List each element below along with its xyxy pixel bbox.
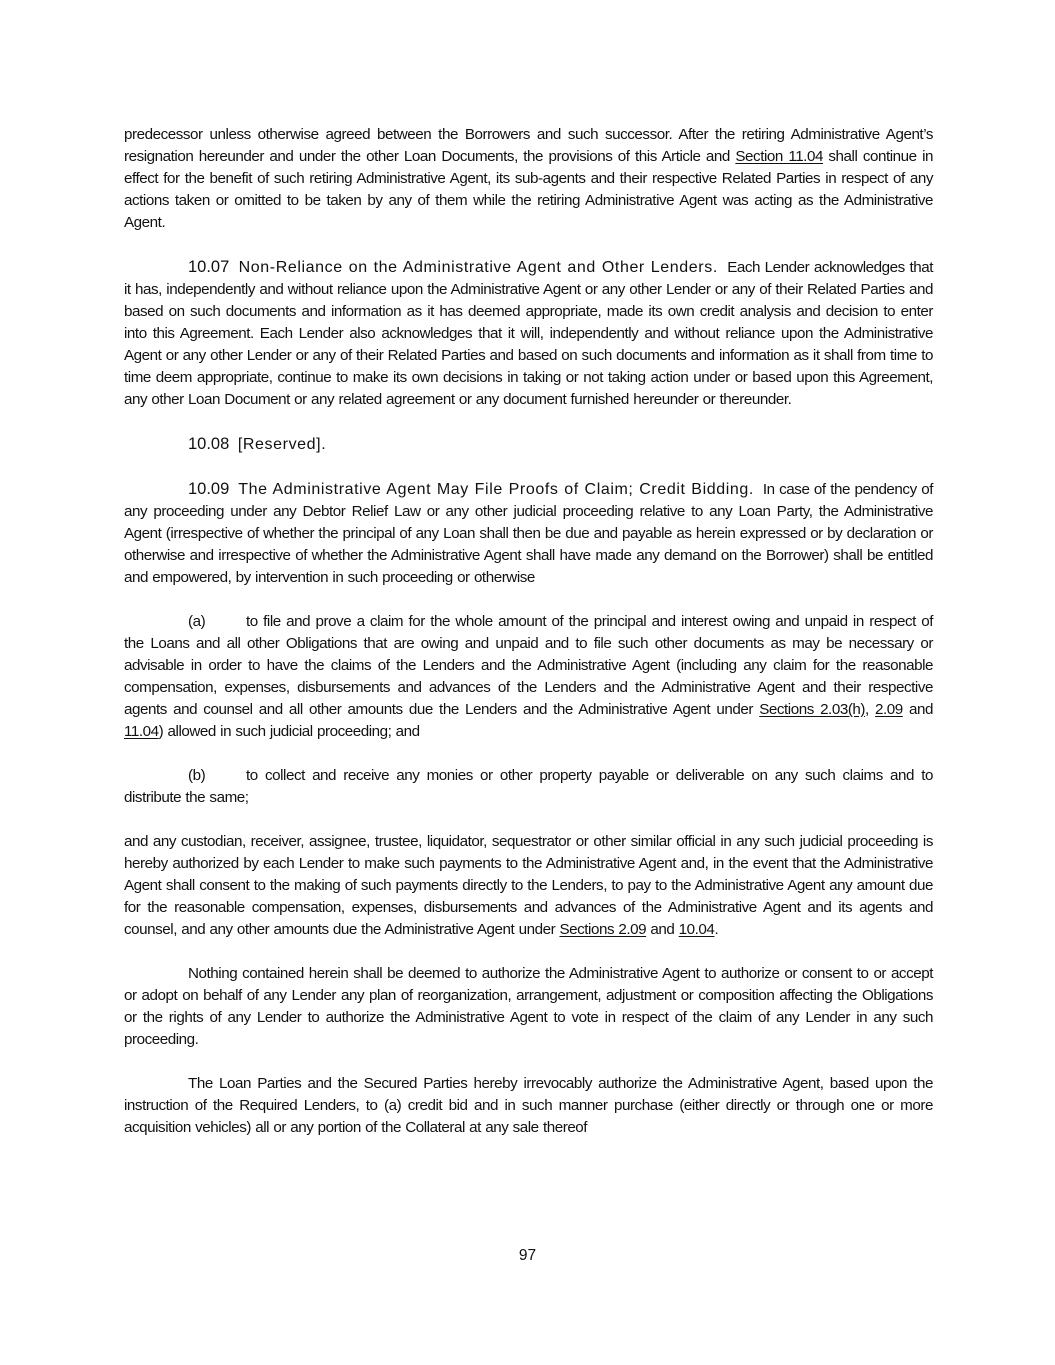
section-number: 10.08 xyxy=(188,435,230,453)
section-number: 10.07 xyxy=(188,258,230,276)
clause-text: to file and prove a claim for the whole amount of the principal and interest owing and unpaid in respect of the Loans and all other Obligations that are owing and unpaid and to file such other documents as may be necessary or advisable in order to have the claims of the Lenders and the Administrative Agent (including any claim for the reasonable compensation, expenses, disbursements and advances of the Lenders and the Administrative Agent and their respective agents and counsel and all other amounts due the Lenders and the Administrative Agent under xyxy=(124,613,933,718)
clause-label: (b) xyxy=(188,767,206,784)
paragraph-text: shall continue in effect for the benefit of such retiring Administrative Agent, its sub-agents and their respective Related Parties in respect of any actions taken or omitted to be taken by any of them while the retiring Administrative Agent was acting as the Administrative Agent. xyxy=(124,148,933,231)
page-number: 97 xyxy=(518,1247,537,1264)
section-heading: [Reserved]. xyxy=(237,436,327,453)
paragraph-custodian xyxy=(124,831,933,941)
paragraph-predecessor xyxy=(124,124,933,234)
paragraph-text: predecessor unless otherwise agreed between the Borrowers and such successor. After the retiring Administrative Agent’s resignation hereunder and under the other Loan Documents, the provisions of this Article and xyxy=(124,126,933,165)
section-body: In case of the pendency of any proceeding under any Debtor Relief Law or any other judicial proceeding relative to any Loan Party, the Administrative Agent (irrespective of whether the principal of any Loan shall then be due and payable as herein expressed or by declaration or otherwise and irrespective of whether the Administrative Agent shall have made any demand on the Borrower) shall be entitled and empowered, by intervention in such proceeding or otherwise xyxy=(124,481,933,586)
section-reference: 2.09 xyxy=(875,701,903,718)
section-heading: The Administrative Agent May File Proofs of Claim; Credit Bidding. xyxy=(238,481,754,498)
section-10-07 xyxy=(124,256,933,411)
separator-text: , xyxy=(865,701,876,718)
clause-text: to collect and receive any monies or other property payable or deliverable on any such claims and to distribute the same; xyxy=(124,767,933,806)
paragraph-loan-parties xyxy=(124,1073,933,1139)
section-reference: Sections 2.03(h) xyxy=(759,701,866,718)
separator-text: and xyxy=(646,921,679,938)
section-10-09 xyxy=(124,478,933,589)
separator-text: and xyxy=(902,701,933,718)
clause-a xyxy=(124,611,933,743)
section-body: Each Lender acknowledges that it has, independently and without reliance upon the Administrative Agent or any other Lender or any of their Related Parties and based on such documents and information as it has deemed appropriate, made its own credit analysis and decision to enter into this Agreement. Each Lender also acknowledges that it will, independently and without reliance upon the Administrative Agent or any other Lender or any of their Related Parties and based on such documents and information as it shall from time to time deem appropriate, continue to make its own decisions in taking or not taking action under or based upon this Agreement, any other Loan Document or any related agreement or any document furnished hereunder or thereunder. xyxy=(124,259,933,408)
paragraph-text: The Loan Parties and the Secured Parties hereby irrevocably authorize the Administrative Agent, based upon the instruction of the Required Lenders, to (a) credit bid and in such manner purchase (either directly or through one or more acquisition vehicles) all or any portion of the Collateral at any sale thereof xyxy=(124,1075,933,1136)
section-reference: 10.04 xyxy=(678,921,715,938)
section-number: 10.09 xyxy=(188,480,230,498)
document-page xyxy=(124,124,933,1161)
section-reference: Section 11.04 xyxy=(735,148,823,165)
section-reference: 11.04 xyxy=(124,723,159,740)
clause-label: (a) xyxy=(188,613,206,630)
paragraph-text: and any custodian, receiver, assignee, trustee, liquidator, sequestrator or other similar official in any such judicial proceeding is hereby authorized by each Lender to make such payments to the Administrative Agent and, in the event that the Administrative Agent shall consent to the making of such payments directly to the Lenders, to pay to the Administrative Agent any amount due for the reasonable compensation, expenses, disbursements and advances of the Administrative Agent and its agents and counsel, and any other amounts due the Administrative Agent under xyxy=(124,833,933,938)
section-heading: Non-Reliance on the Administrative Agent and Other Lenders. xyxy=(238,259,718,276)
section-10-08 xyxy=(124,433,933,456)
paragraph-nothing-contained xyxy=(124,963,933,1051)
clause-text: ) allowed in such judicial proceeding; and xyxy=(158,723,420,740)
paragraph-text: Nothing contained herein shall be deemed to authorize the Administrative Agent to authorize or consent to or accept or adopt on behalf of any Lender any plan of reorganization, arrangement, adjustment or composition affecting the Obligations or the rights of any Lender to authorize the Administrative Agent to vote in respect of the claim of any Lender in any such proceeding. xyxy=(124,965,933,1048)
paragraph-text: . xyxy=(714,921,719,938)
section-reference: Sections 2.09 xyxy=(559,921,647,938)
clause-b xyxy=(124,765,933,809)
